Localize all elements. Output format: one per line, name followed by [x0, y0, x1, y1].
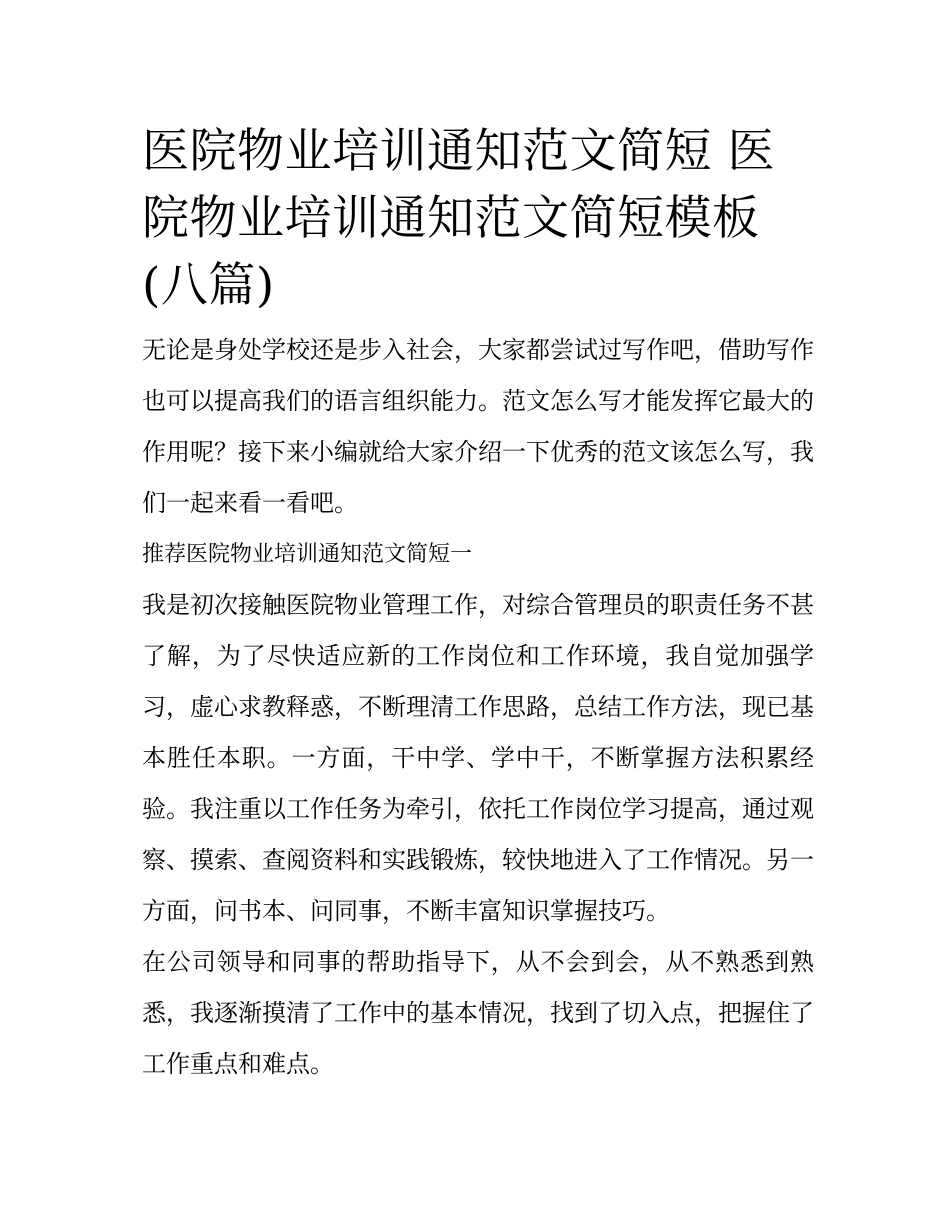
body-paragraph-1: 我是初次接触医院物业管理工作，对综合管理员的职责任务不甚了解，为了尽快适应新的工作岗位和工作环境，我自觉加强学习，虚心求教释惑，不断理清工作思路，总结工作方法，现已基本胜任本职。一方面，干中学、学中干，不断掌握方法积累经验。我注重以工作任务为牵引，依托工作岗位学习提高，通过观察、摸索、查阅资料和实践锻炼，较快地进入了工作情况。另一方面，问书本、问同事，不断丰富知识掌握技巧。	[142, 591, 814, 925]
section-heading: 推荐医院物业培训通知范文简短一	[142, 542, 473, 567]
intro-paragraph: 无论是身处学校还是步入社会，大家都尝试过写作吧，借助写作也可以提高我们的语言组织能力。范文怎么写才能发挥它最大的作用呢？接下来小编就给大家介绍一下优秀的范文该怎么写，我们一起来看一看吧。	[142, 336, 814, 517]
document-page	[142, 118, 814, 1090]
document-title: 医院物业培训通知范文简短 医院物业培训通知范文简短模板(八篇)	[142, 124, 775, 313]
body-paragraph-2: 在公司领导和同事的帮助指导下，从不会到会，从不熟悉到熟悉，我逐渐摸清了工作中的基本情况，找到了切入点，把握住了工作重点和难点。	[142, 948, 814, 1078]
